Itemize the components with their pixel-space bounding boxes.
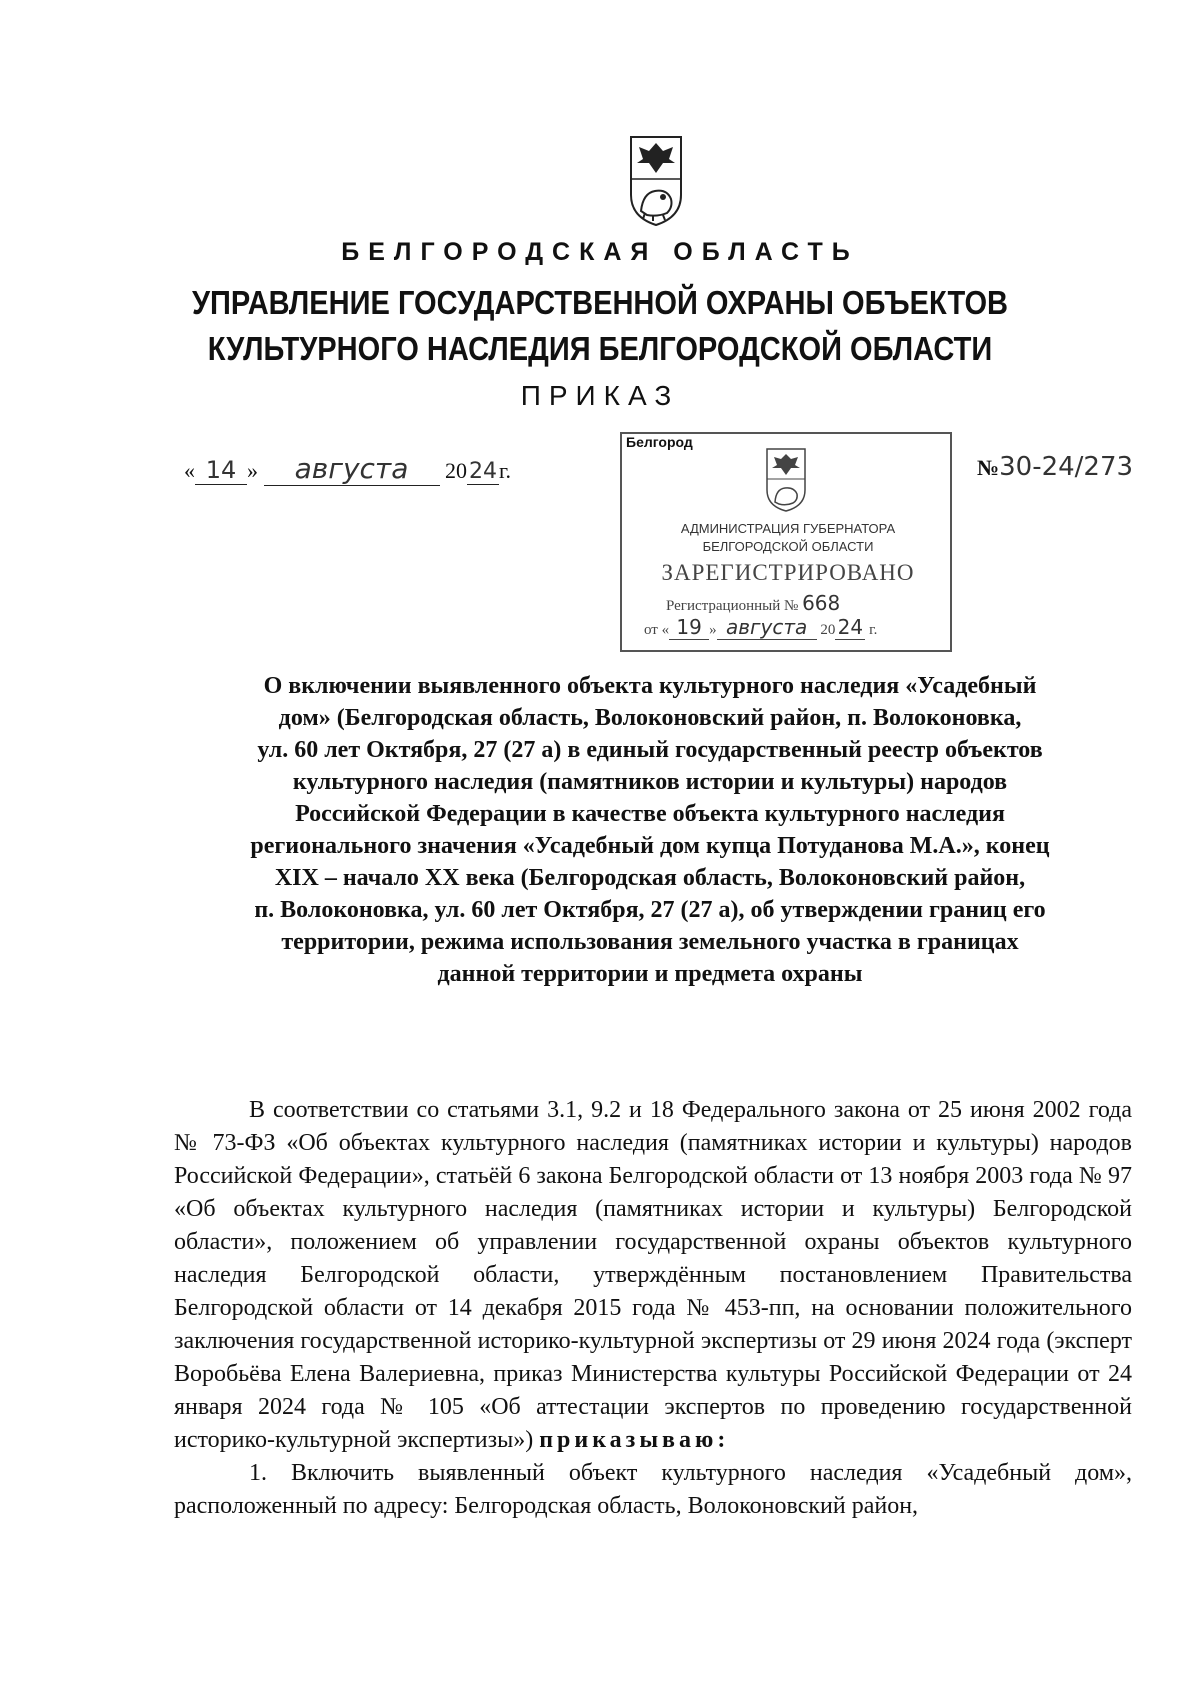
title-line: XIX – начало XX века (Белгородская область, Волоконовский район, bbox=[274, 865, 1026, 891]
department-line-2: КУЛЬТУРНОГО НАСЛЕДИЯ БЕЛГОРОДСКОЙ ОБЛАСТИ bbox=[207, 330, 993, 367]
title-line: О включении выявленного объекта культурного наследия «Усадебный bbox=[263, 673, 1037, 699]
order-word: приказываю: bbox=[539, 1427, 730, 1453]
coat-of-arms-icon bbox=[627, 133, 685, 229]
stamp-registration-number bbox=[666, 591, 840, 615]
document-body bbox=[174, 1094, 1132, 1523]
registration-stamp bbox=[620, 432, 952, 652]
stamp-date-day: 19 bbox=[669, 615, 709, 640]
number-value: 30-24/273 bbox=[999, 452, 1134, 482]
department-name bbox=[72, 280, 1128, 372]
stamp-coat-of-arms-icon bbox=[764, 446, 808, 514]
order-date bbox=[184, 452, 511, 486]
number-label: № bbox=[977, 455, 1000, 480]
title-line: ул. 60 лет Октября, 27 (27 а) в единый государственный реестр объектов bbox=[257, 737, 1043, 763]
stamp-registered: ЗАРЕГИСТРИРОВАНО bbox=[661, 560, 915, 585]
clause-1-paragraph: 1. Включить выявленный объект культурного наследия «Усадебный дом», расположенный по адресу: Белгородская область, Волоконовский район, bbox=[174, 1460, 1132, 1519]
document-title bbox=[168, 670, 1132, 990]
stamp-city: Белгород bbox=[626, 434, 693, 450]
stamp-org-line-1: АДМИНИСТРАЦИЯ ГУБЕРНАТОРА bbox=[680, 521, 896, 536]
stamp-date-year-mark: г. bbox=[869, 622, 878, 638]
title-line: п. Волоконовка, ул. 60 лет Октября, 27 (27 а), об утверждении границ его bbox=[254, 897, 1046, 923]
title-line: Российской Федерации в качестве объекта культурного наследия bbox=[295, 801, 1005, 827]
stamp-reg-label: Регистрационный № bbox=[666, 598, 799, 614]
order-number bbox=[977, 452, 1133, 482]
stamp-date-year: 24 bbox=[835, 615, 865, 640]
stamp-date bbox=[644, 615, 877, 640]
stamp-date-year-prefix: 20 bbox=[820, 622, 836, 638]
title-line: дом» (Белгородская область, Волоконовский район, п. Волоконовка, bbox=[278, 705, 1022, 731]
title-line: территории, режима использования земельного участка в границах bbox=[281, 929, 1019, 955]
department-line-1: УПРАВЛЕНИЕ ГОСУДАРСТВЕННОЙ ОХРАНЫ ОБЪЕКТОВ bbox=[191, 284, 1009, 321]
stamp-date-month: августа bbox=[717, 615, 817, 640]
year-mark: г. bbox=[499, 458, 512, 483]
quote-open: « bbox=[184, 458, 195, 483]
title-line: данной территории и предмета охраны bbox=[437, 961, 863, 987]
order-month: августа bbox=[264, 452, 440, 486]
title-line: культурного наследия (памятников истории и культуры) народов bbox=[292, 769, 1008, 795]
stamp-org-line-2: БЕЛГОРОДСКОЙ ОБЛАСТИ bbox=[702, 539, 874, 554]
region-name: БЕЛГОРОДСКАЯ ОБЛАСТЬ bbox=[341, 238, 859, 266]
order-title: ПРИКАЗ bbox=[520, 380, 680, 411]
stamp-reg-number: 668 bbox=[802, 591, 841, 615]
stamp-date-quote: » bbox=[709, 622, 717, 638]
order-day: 14 bbox=[195, 456, 247, 485]
year-prefix: 20 bbox=[445, 458, 467, 483]
stamp-date-prefix: от « bbox=[644, 622, 670, 638]
stamp-organization bbox=[622, 520, 954, 556]
title-line: регионального значения «Усадебный дом купца Потуданова М.А.», конец bbox=[250, 833, 1050, 859]
order-year: 24 bbox=[469, 459, 497, 484]
preamble-paragraph bbox=[174, 1094, 1132, 1457]
quote-close: » bbox=[247, 458, 258, 483]
preamble-text: В соответствии со статьями 3.1, 9.2 и 18 Федерального закона от 25 июня 2002 года № 73-ФЗ «Об объектах культурного наследия (памятниках истории и культуры) народов Российской Федерации», статьёй 6 закона Белгородской области от 13 ноября 2003 года № 97 «Об объектах культурного наследия (памятниках истории и культуры) Белгородской области», положением об управлении государственной охраны объектов культурного наследия Белгородской области, утверждённым постановлением Правительства Белгородской области от 14 декабря 2015 года № 453-пп, на основании положительного заключения государственной историко-культурной экспертизы от 29 июня 2024 года (эксперт Воробьёва Елена Валериевна, приказ Министерства культуры Российской Федерации от 24 января 2024 года № 105 «Об аттестации экспертов по проведению государственной историко-культурной экспертизы») bbox=[174, 1097, 1132, 1453]
